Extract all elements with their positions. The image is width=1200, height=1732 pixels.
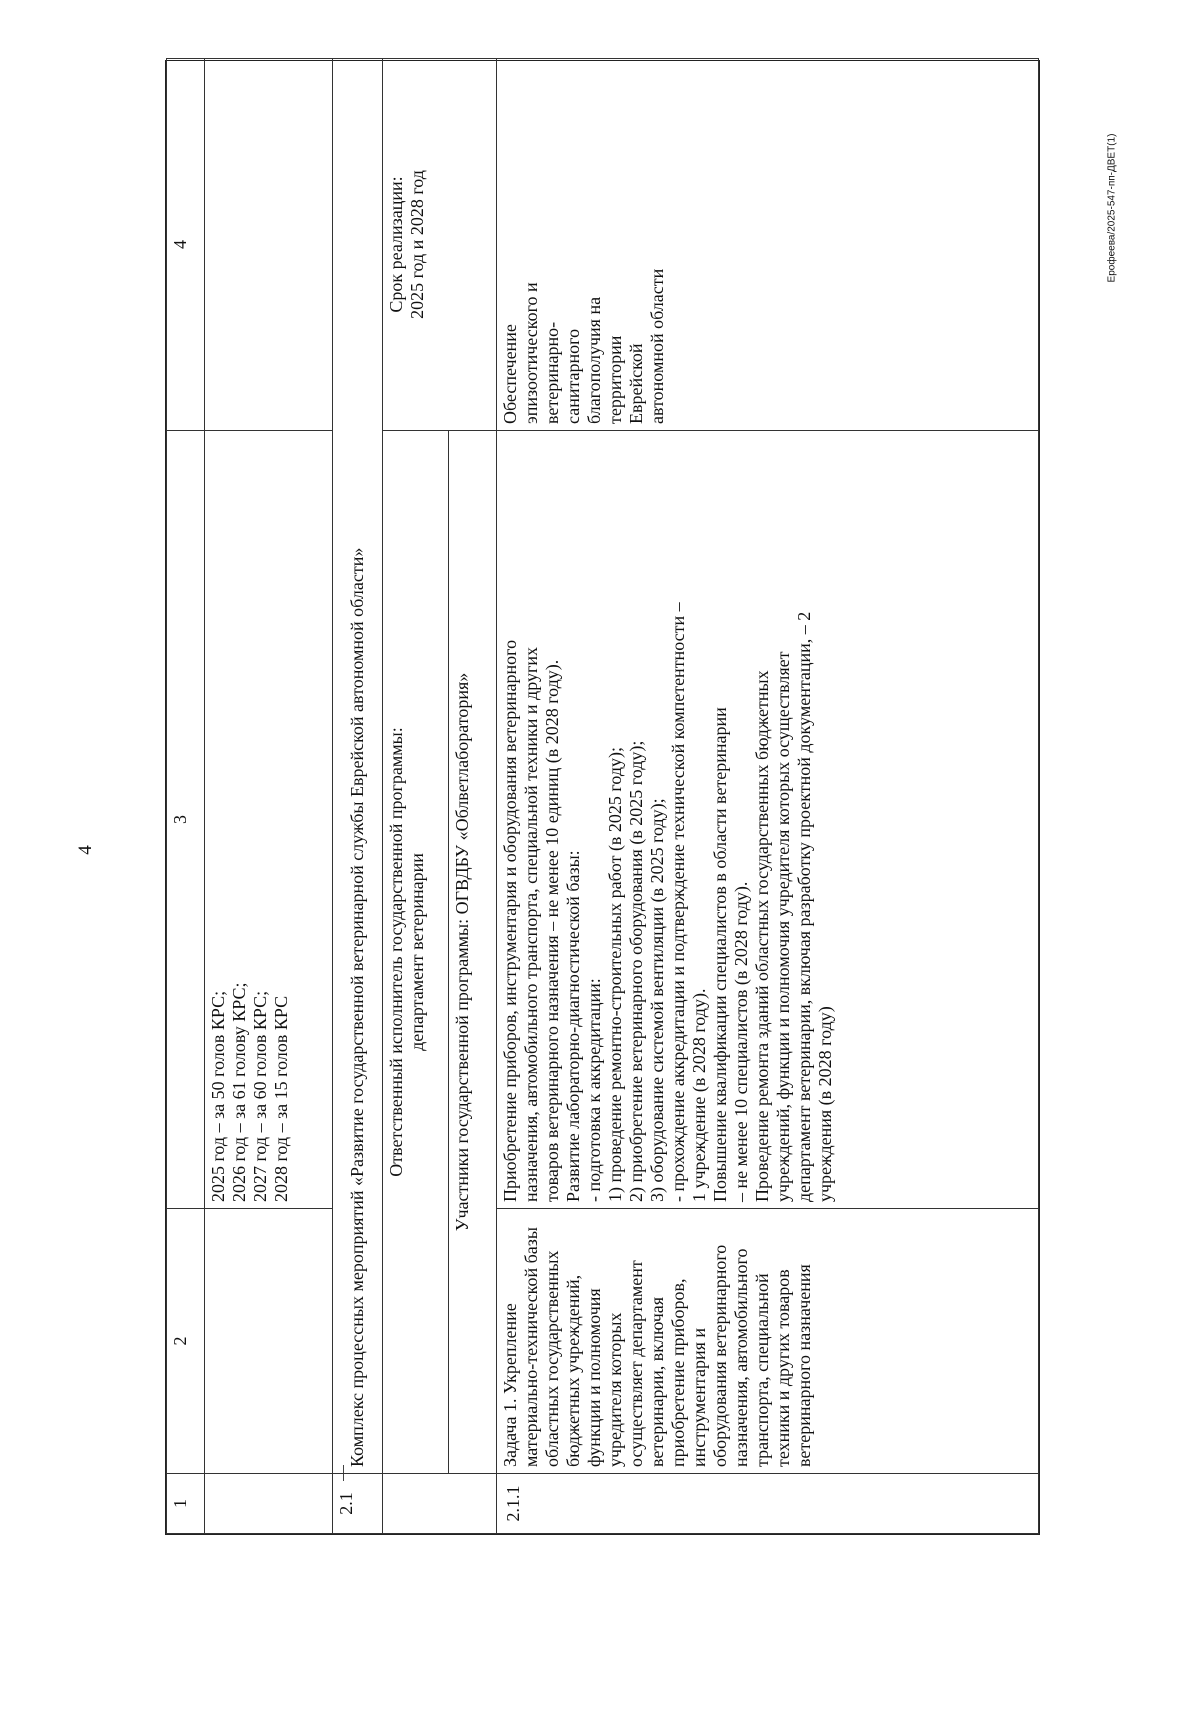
activity-line: учреждения (в 2028 году) [815, 1006, 835, 1202]
activity-line: Развитие лабораторно-диагностической базы: [563, 850, 583, 1202]
task-name-line: техники и других товаров [773, 1269, 793, 1467]
cont-values-cell [205, 431, 333, 1209]
result-line: Обеспечение [500, 324, 520, 424]
result-line: автономной области [647, 268, 667, 424]
measures-table [165, 60, 1040, 1535]
task-name-line: материально-технической базы [521, 1227, 541, 1467]
activity-line: - подготовка к аккредитации: [584, 978, 604, 1202]
task-name-line: учредителя которых [605, 1312, 625, 1467]
task-name-line: транспорта, специальной [752, 1273, 772, 1467]
document-code: Ерофеева/2025-547-пп-ДВЕТ(1) [1106, 133, 1118, 283]
value-line: 2027 год – за 60 голов КРС; [250, 990, 270, 1202]
activity-line: - прохождение аккредитации и подтверждение технической компетентности – [668, 602, 688, 1202]
activity-line: 1) проведение ремонтно-строительных работ (в 2025 году); [605, 746, 625, 1202]
task-name-line: назначения, автомобильного [731, 1248, 751, 1467]
section-row [333, 59, 383, 1534]
col-header-4: 4 [167, 59, 205, 431]
result-line: благополучия на [584, 296, 604, 424]
value-line: 2025 год – за 50 голов КРС; [208, 990, 228, 1202]
col-header-3: 3 [167, 431, 205, 1209]
result-line: Еврейской [626, 343, 646, 424]
result-line: санитарного [563, 328, 583, 424]
task-activities-cell [497, 431, 1039, 1209]
task-row [497, 59, 1039, 1534]
responsible-blank-cell [383, 1474, 497, 1534]
task-name-line: инструментария и [689, 1328, 709, 1467]
section-number: 2.1 [333, 1474, 383, 1534]
task-name-line: приобретение приборов, [668, 1278, 688, 1467]
activity-line: 3) оборудование системой вентиляции (в 2025 году); [647, 798, 667, 1202]
responsible-value: департамент ветеринарии [407, 853, 427, 1051]
task-number: 2.1.1 [497, 1474, 1039, 1534]
activity-line: департамент ветеринарии, включая разработку проектной документации, – 2 [794, 611, 814, 1202]
result-line: ветеринарно- [542, 321, 562, 424]
task-name-cell [497, 1209, 1039, 1474]
activity-line: – не менее 10 специалистов (в 2028 году). [731, 881, 751, 1202]
activity-line: Проведение ремонта зданий областных государственных бюджетных [752, 670, 772, 1202]
task-name-line: ветеринарного назначения [794, 1264, 814, 1467]
result-line: эпизоотического и [521, 282, 541, 424]
task-name-line: областных государственных [542, 1250, 562, 1467]
cont-name-cell [205, 1209, 333, 1474]
activity-line: товаров ветеринарного назначения – не менее 10 единиц (в 2028 году). [542, 659, 562, 1202]
activity-line: Приобретение приборов, инструментария и оборудования ветеринарного [500, 639, 520, 1202]
page-number: 4 [75, 845, 96, 855]
activity-line: Повышение квалификации специалистов в области ветеринарии [710, 707, 730, 1202]
cont-num-cell [205, 1474, 333, 1534]
task-name-line: ветеринарии, включая [647, 1296, 667, 1467]
term-value: 2025 год и 2028 год [407, 170, 427, 319]
result-line: территории [605, 335, 625, 424]
term-label: Срок реализации: [386, 176, 406, 313]
term-cell [383, 59, 497, 431]
activity-line: 2) приобретение ветеринарного оборудования (в 2025 году); [626, 740, 646, 1202]
responsible-label: Ответственный исполнитель государственной программы: [386, 727, 406, 1177]
col-header-1: 1 [167, 1474, 205, 1534]
activity-line: 1 учреждение (в 2028 году). [689, 988, 709, 1202]
task-name-line: осуществляет департамент [626, 1260, 646, 1467]
participants-cell: Участники государственной программы: ОГВДБУ «Облветлаборатория» [449, 431, 497, 1474]
task-name-line: Задача 1. Укрепление [500, 1303, 520, 1467]
table-header-row [167, 59, 205, 1534]
task-result-cell [497, 59, 1039, 431]
task-name-line: бюджетных учреждений, [563, 1274, 583, 1467]
task-name-line: оборудования ветеринарного [710, 1244, 730, 1467]
cont-result-cell [205, 59, 333, 431]
task-name-line: функции и полномочия [584, 1288, 604, 1467]
responsible-cell [383, 431, 449, 1474]
section-title: Комплекс процессных мероприятий «Развитие государственной ветеринарной службы Еврейской автономной области» [333, 59, 383, 1474]
continued-row [205, 59, 333, 1534]
activity-line: назначения, автомобильного транспорта, специальной техники и других [521, 647, 541, 1202]
responsible-row [383, 59, 449, 1534]
value-line: 2028 год – за 15 голов КРС [271, 995, 291, 1202]
col-header-2: 2 [167, 1209, 205, 1474]
activity-line: учреждений, функции и полномочия учредителя которых осуществляет [773, 651, 793, 1202]
value-line: 2026 год – за 61 голову КРС; [229, 982, 249, 1202]
